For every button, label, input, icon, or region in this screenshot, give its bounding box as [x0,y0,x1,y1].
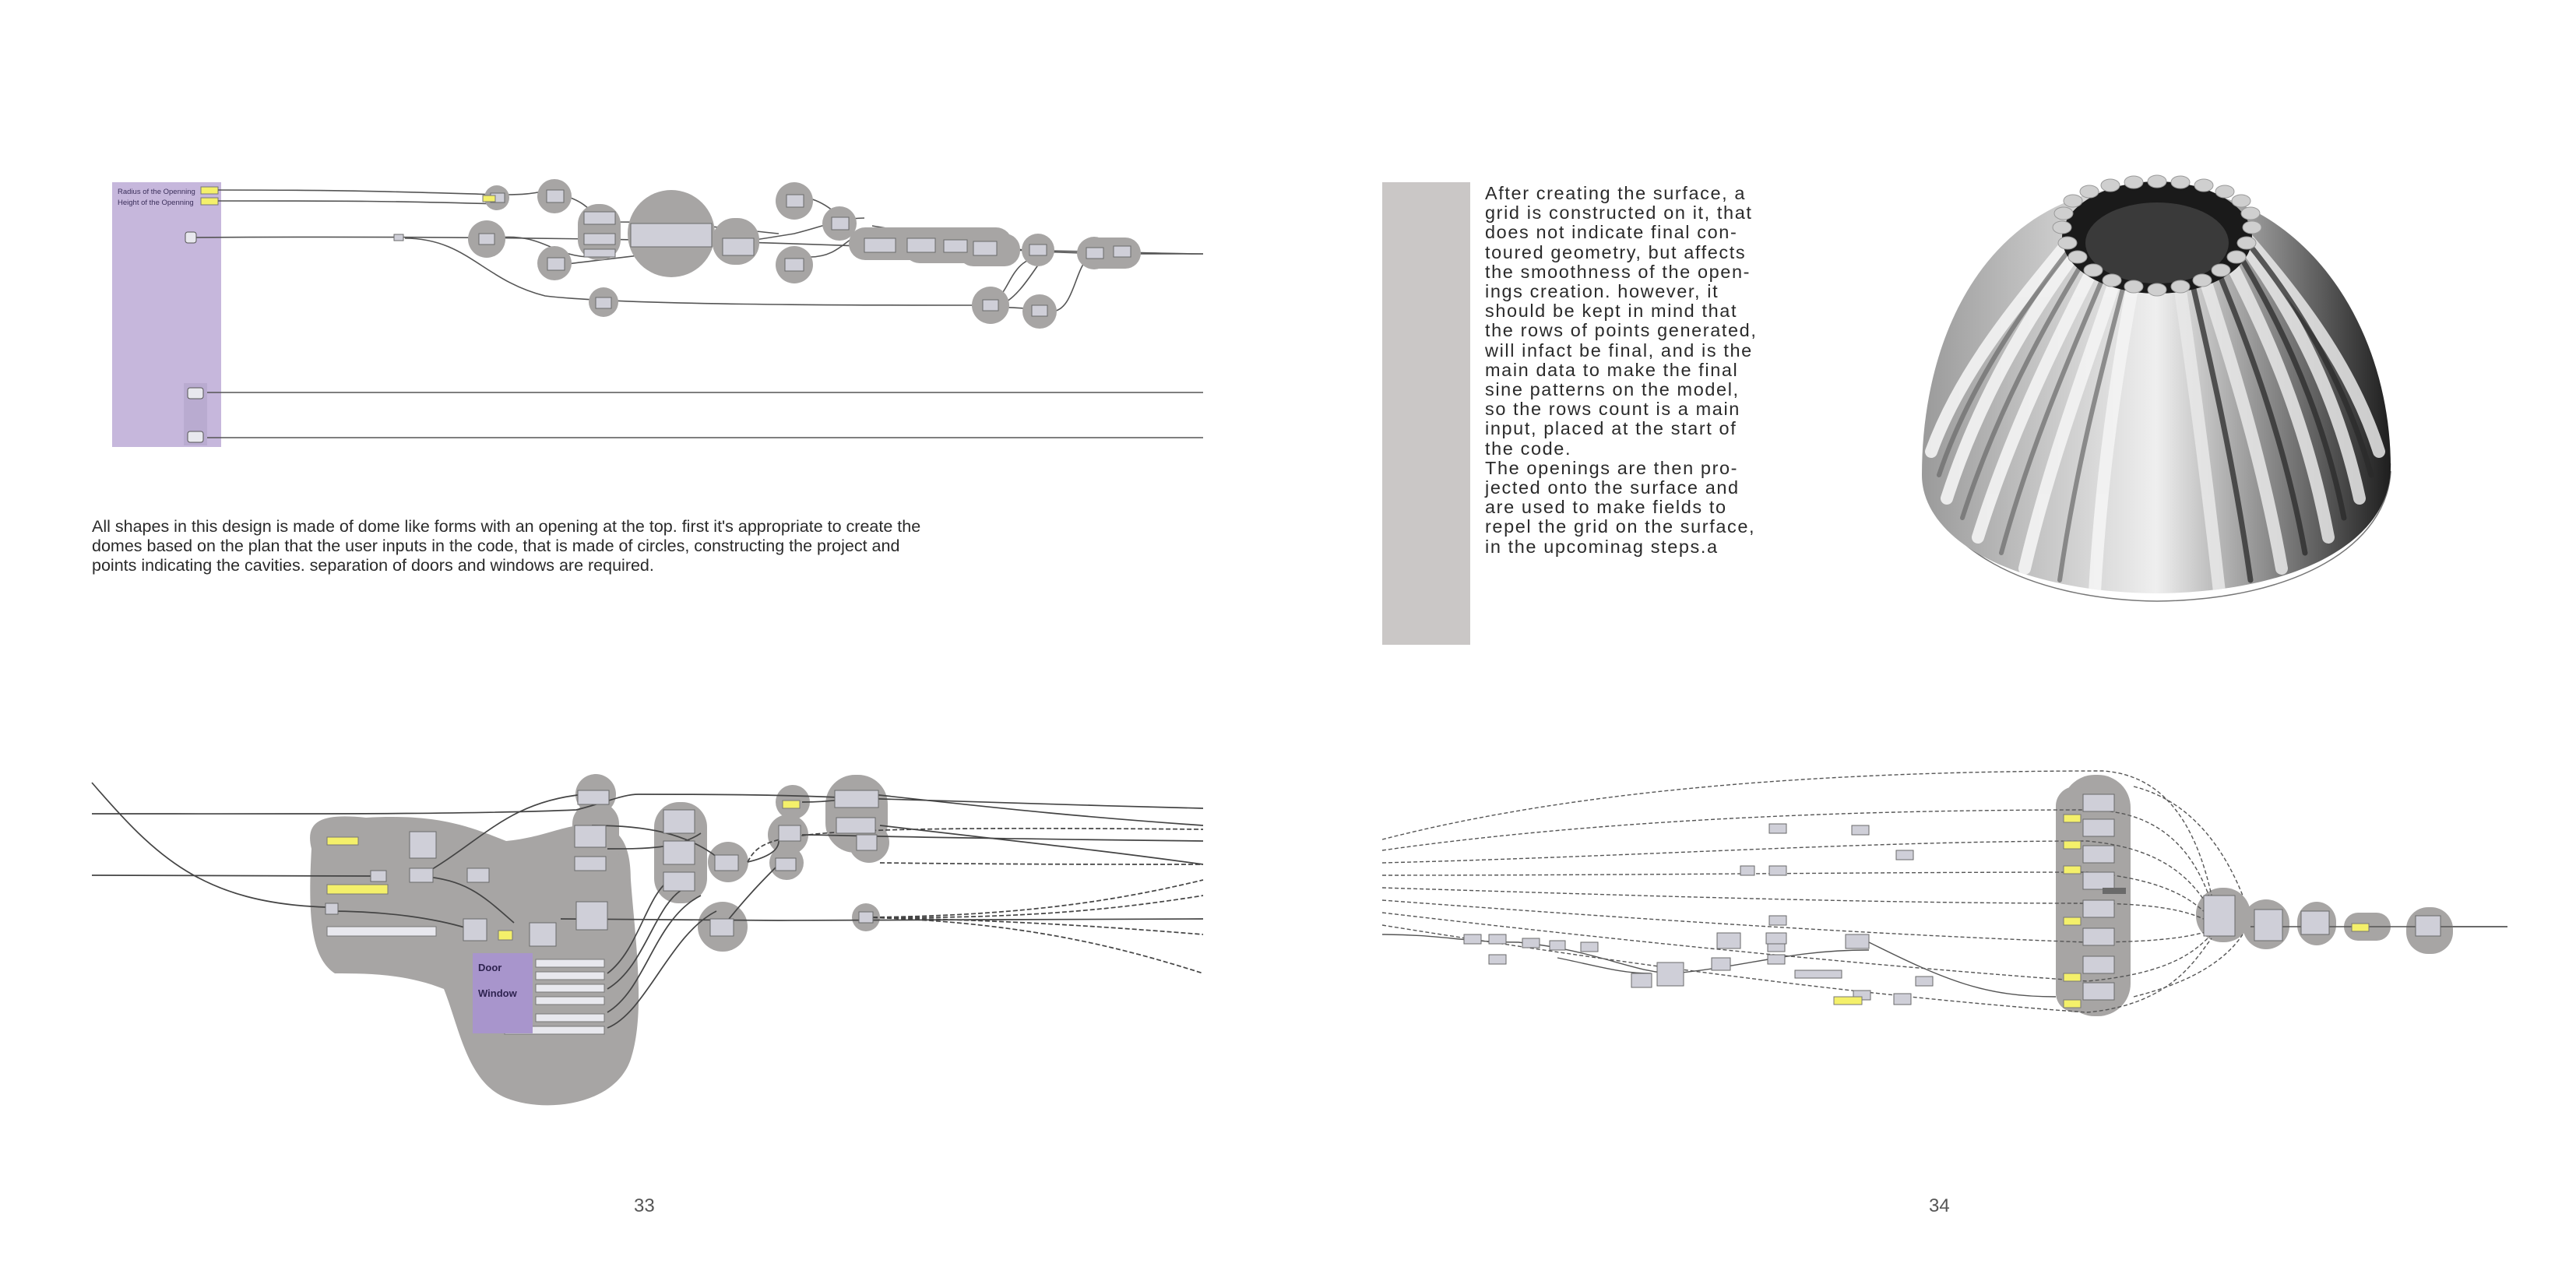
right-page-paragraph: After creating the surface, a grid is constructed on it, that does not indicate final con- toured geometry, but affects the smoothness of the open- ings creation. however, it should be kept in mind that the rows of points generated, will infact be final, and is the main data to make the final sine patterns on the model, so the rows count is a main input, placed at the start of the code. The openings are then pro- jected onto the surface and are used to make fields to repel the grid on the surface, in the upcominag steps.a [1485,183,1758,557]
radius-param-label: Radius of the Openning [118,188,195,196]
page-number-right: 34 [1929,1195,1950,1216]
page-number-left: 33 [634,1195,655,1216]
door-group-label: Door [478,962,502,973]
window-group-label: Window [478,987,517,999]
left-page-paragraph: All shapes in this design is made of dome like forms with an opening at the top. first it's appropriate to create the domes based on the plan that the user inputs in the code, that is made of circles, constructing the project and points indicating the cavities. separation of doors and windows are required. [92,517,921,575]
height-param-label: Height of the Openning [118,199,194,207]
